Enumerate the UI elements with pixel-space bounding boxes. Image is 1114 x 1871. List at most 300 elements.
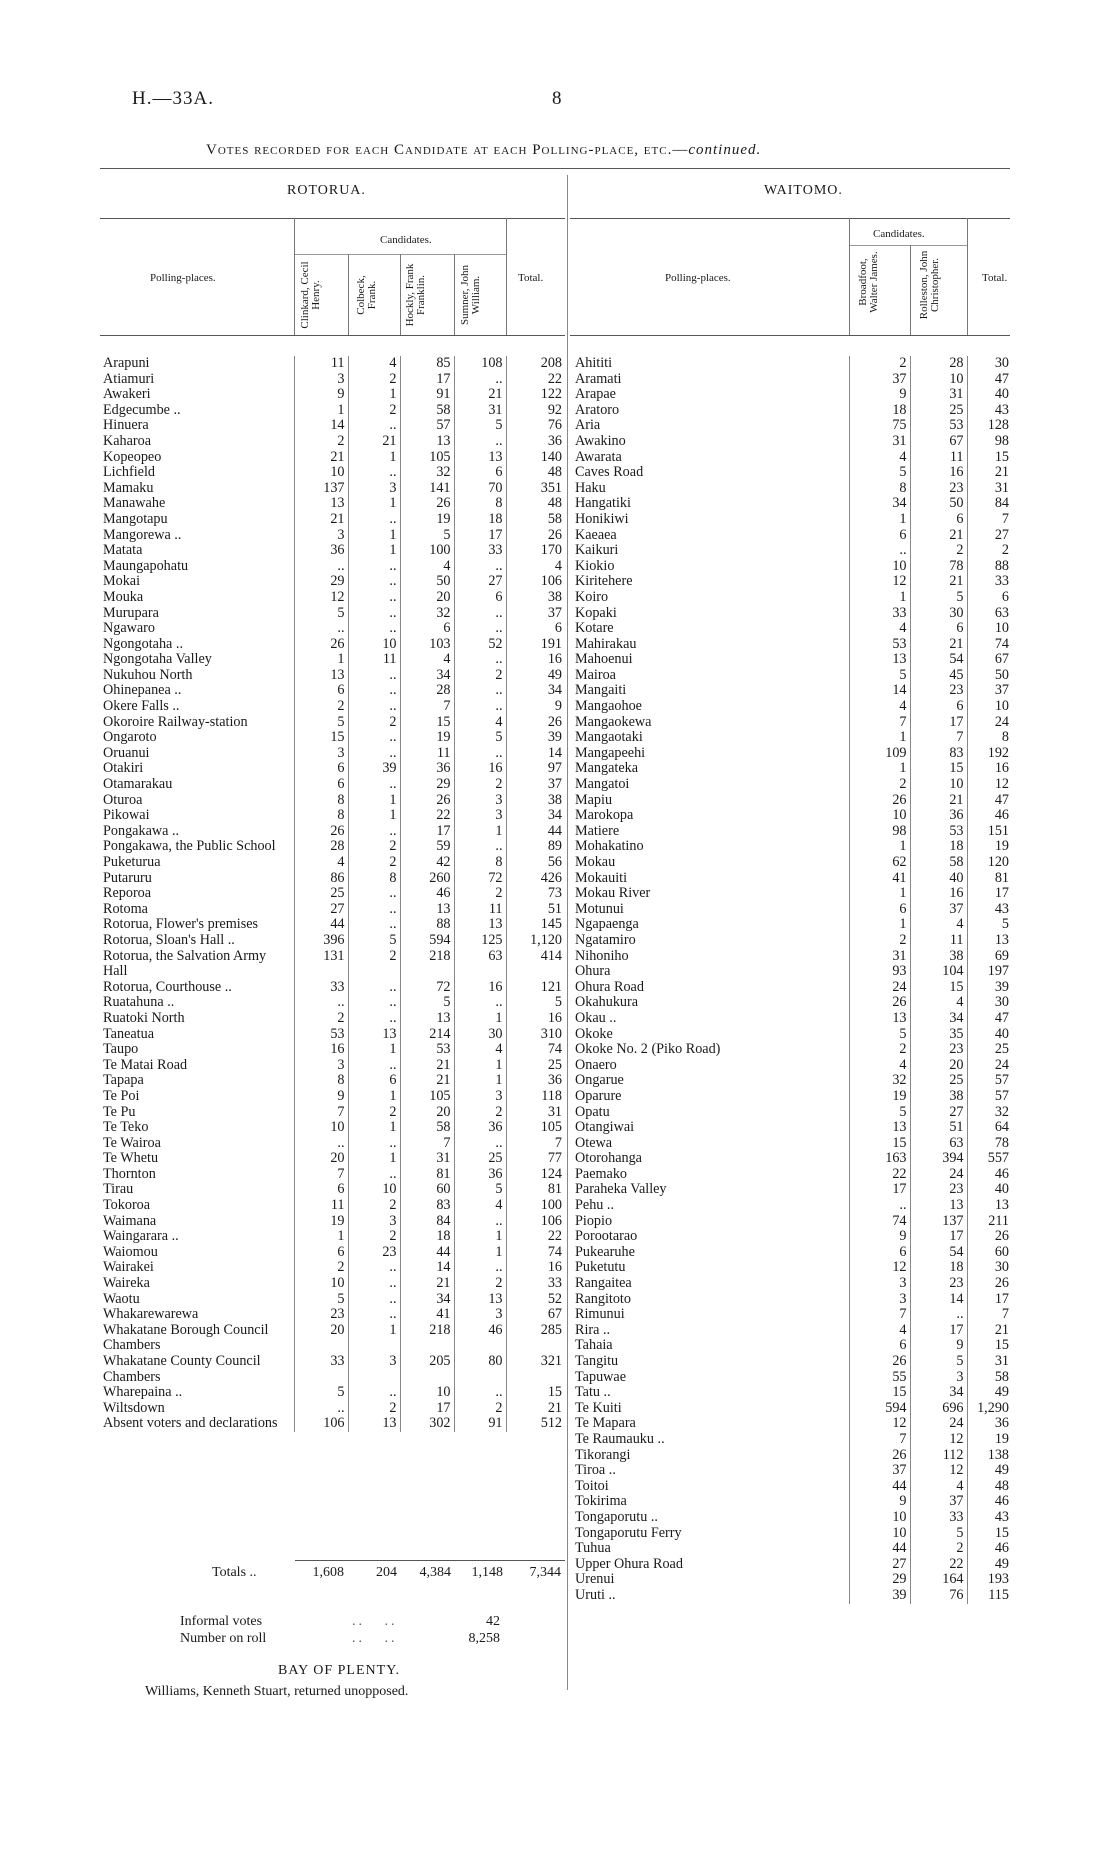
waitomo-row xyxy=(572,683,1012,699)
vote-count: 19 xyxy=(294,1214,348,1230)
vote-count: 4 xyxy=(849,1323,910,1339)
vote-count: 9 xyxy=(506,699,565,715)
polling-place-name: Otakiri xyxy=(103,761,144,777)
polling-place-name: Wharepaina .. xyxy=(103,1385,183,1401)
vote-count: 1 xyxy=(348,387,400,403)
vote-count: 41 xyxy=(400,1307,454,1323)
rotorua-row xyxy=(100,1105,565,1121)
waitomo-row xyxy=(572,761,1012,777)
page-reference: H.—33A. xyxy=(132,88,214,109)
vote-count: 31 xyxy=(849,949,910,965)
vote-count: 44 xyxy=(506,824,565,840)
vote-count: 27 xyxy=(849,1557,910,1573)
vote-count: 6 xyxy=(967,590,1012,606)
polling-place-name: Waireka xyxy=(103,1276,150,1292)
vote-count: 40 xyxy=(967,387,1012,403)
rotorua-row xyxy=(100,1167,565,1183)
vote-count: 197 xyxy=(967,964,1012,980)
vote-count: 38 xyxy=(506,793,565,809)
vote-count: 1 xyxy=(348,1323,400,1354)
rotorua-row xyxy=(100,1011,565,1027)
vote-count: 33 xyxy=(454,543,506,559)
vote-count: 1 xyxy=(348,1151,400,1167)
vote-count: 27 xyxy=(910,1105,967,1121)
polling-place-name: Hangatiki xyxy=(575,496,631,512)
vote-count: 21 xyxy=(967,465,1012,481)
vote-count: 33 xyxy=(849,606,910,622)
vote-count: 64 xyxy=(967,1120,1012,1136)
rotorua-row xyxy=(100,387,565,403)
vote-count: 2 xyxy=(348,949,400,980)
waitomo-row xyxy=(572,465,1012,481)
vote-count: .. xyxy=(294,1136,348,1152)
vote-count: 170 xyxy=(506,543,565,559)
vote-count: 21 xyxy=(348,434,400,450)
vote-count: 63 xyxy=(454,949,506,980)
vote-count: 34 xyxy=(400,668,454,684)
waitomo-row xyxy=(572,403,1012,419)
vote-count: 208 xyxy=(506,356,565,372)
vote-count: 10 xyxy=(294,1276,348,1292)
polling-place-name: Waingarara .. xyxy=(103,1229,179,1245)
polling-place-name: Kotare xyxy=(575,621,614,637)
polling-place-name: Tongaporutu .. xyxy=(575,1509,658,1525)
vote-count: 191 xyxy=(506,637,565,653)
polling-place-name: Paemako xyxy=(575,1166,628,1182)
vote-count: 21 xyxy=(400,1276,454,1292)
polling-place-name: Tapapa xyxy=(103,1073,144,1089)
vote-count: 3 xyxy=(454,1307,506,1323)
vote-count: .. xyxy=(348,1011,400,1027)
vote-count: 37 xyxy=(506,606,565,622)
rotorua-row xyxy=(100,980,565,996)
vote-count: 69 xyxy=(967,949,1012,965)
polling-place-name: Ruatahuna .. xyxy=(103,995,175,1011)
vote-count: 37 xyxy=(506,777,565,793)
vote-count: .. xyxy=(348,559,400,575)
vote-count: 63 xyxy=(910,1136,967,1152)
vote-count: 31 xyxy=(910,387,967,403)
vote-count: 105 xyxy=(506,1120,565,1136)
vote-count: 36 xyxy=(506,1073,565,1089)
polling-place-name: Tirau xyxy=(103,1182,134,1198)
polling-place-name: Kopaki xyxy=(575,605,617,621)
waitomo-row xyxy=(572,902,1012,918)
vote-count: 9 xyxy=(294,387,348,403)
waitomo-row xyxy=(572,434,1012,450)
polling-place-name: Mokai xyxy=(103,574,141,590)
vote-count: 104 xyxy=(910,964,967,980)
vote-count: 60 xyxy=(400,1182,454,1198)
rotorua-row xyxy=(100,543,565,559)
vote-count: 78 xyxy=(910,559,967,575)
rotorua-row xyxy=(100,512,565,528)
vote-count: 44 xyxy=(849,1541,910,1557)
vote-count: 2 xyxy=(910,543,967,559)
vote-count: 18 xyxy=(400,1229,454,1245)
rotorua-totals-label: Totals .. xyxy=(212,1565,257,1580)
vote-count: .. xyxy=(348,512,400,528)
vote-count: 15 xyxy=(506,1385,565,1401)
vote-count: 13 xyxy=(348,1027,400,1043)
waitomo-row xyxy=(572,590,1012,606)
vote-count: 31 xyxy=(506,1105,565,1121)
rotorua-title: ROTORUA. xyxy=(287,183,366,198)
vote-count: 260 xyxy=(400,871,454,887)
rotorua-row xyxy=(100,824,565,840)
polling-place-name: Te Poi xyxy=(103,1088,140,1104)
vote-count: 24 xyxy=(910,1167,967,1183)
vote-count: 32 xyxy=(400,606,454,622)
rotorua-row xyxy=(100,652,565,668)
rotorua-row xyxy=(100,1229,565,1245)
vote-count: 30 xyxy=(967,356,1012,372)
vote-count: 74 xyxy=(967,637,1012,653)
vote-count: 9 xyxy=(294,1089,348,1105)
polling-place-name: Pikowai xyxy=(103,808,150,824)
waitomo-candidates-header: Candidates. xyxy=(873,228,925,240)
vote-count: .. xyxy=(348,1385,400,1401)
rotorua-row xyxy=(100,1214,565,1230)
vote-count: 6 xyxy=(294,683,348,699)
vote-count: 31 xyxy=(967,1354,1012,1370)
vote-count: 4 xyxy=(348,356,400,372)
vote-count: 4 xyxy=(849,621,910,637)
vote-count: 11 xyxy=(348,652,400,668)
polling-place-name: Okahukura xyxy=(575,995,639,1011)
waitomo-row xyxy=(572,481,1012,497)
vote-count: 26 xyxy=(849,793,910,809)
vote-count: 8 xyxy=(849,481,910,497)
vote-count: 106 xyxy=(506,574,565,590)
vote-count: 88 xyxy=(967,559,1012,575)
vote-count: 7 xyxy=(849,1432,910,1448)
vote-count: 5 xyxy=(849,465,910,481)
vote-count: 15 xyxy=(967,450,1012,466)
waitomo-row xyxy=(572,1557,1012,1573)
waitomo-row xyxy=(572,1198,1012,1214)
vote-count: 11 xyxy=(910,450,967,466)
vote-count: 1 xyxy=(849,839,910,855)
vote-count: 36 xyxy=(454,1167,506,1183)
vote-count: 93 xyxy=(849,964,910,980)
waitomo-row xyxy=(572,1307,1012,1323)
vote-count: 13 xyxy=(294,668,348,684)
vote-count: 19 xyxy=(849,1089,910,1105)
vote-count: 3 xyxy=(454,808,506,824)
waitomo-row xyxy=(572,1167,1012,1183)
vote-count: 7 xyxy=(967,1307,1012,1323)
polling-place-name: Te Mapara xyxy=(575,1416,636,1432)
vote-count: 106 xyxy=(506,1214,565,1230)
vote-count: 118 xyxy=(506,1089,565,1105)
vote-count: 39 xyxy=(348,761,400,777)
vote-count: 30 xyxy=(967,995,1012,1011)
rotorua-row xyxy=(100,1307,565,1323)
vote-count: 7 xyxy=(910,730,967,746)
vote-count: 7 xyxy=(400,699,454,715)
rotorua-row xyxy=(100,1182,565,1198)
vote-count: 5 xyxy=(506,995,565,1011)
vote-count: 15 xyxy=(294,730,348,746)
vote-count: 6 xyxy=(849,528,910,544)
vote-count: 26 xyxy=(400,496,454,512)
vote-count: 218 xyxy=(400,949,454,980)
vote-count: 39 xyxy=(967,980,1012,996)
vote-count: 56 xyxy=(506,855,565,871)
vote-count: 10 xyxy=(967,699,1012,715)
vote-count: 17 xyxy=(400,824,454,840)
polling-place-name: Tongaporutu Ferry xyxy=(575,1525,682,1541)
vote-count: 40 xyxy=(967,1182,1012,1198)
page-subtitle: Votes recorded for each Candidate at each Polling-place, etc.—continued. xyxy=(206,142,762,158)
rotorua-row xyxy=(100,403,565,419)
polling-place-name: Okoroire Railway-station xyxy=(103,714,248,730)
rotorua-row xyxy=(100,606,565,622)
polling-place-name: Tokirima xyxy=(575,1494,627,1510)
vote-count: 6 xyxy=(506,621,565,637)
vote-count: 1 xyxy=(348,496,400,512)
vote-count: .. xyxy=(910,1307,967,1323)
polling-place-name: Rimunui xyxy=(575,1307,625,1323)
vote-count: .. xyxy=(348,886,400,902)
vote-count: 2 xyxy=(348,372,400,388)
vote-count: 12 xyxy=(910,1432,967,1448)
vote-count: 17 xyxy=(967,1292,1012,1308)
vote-count: 2 xyxy=(348,403,400,419)
vote-count: 125 xyxy=(454,933,506,949)
vote-count: 20 xyxy=(400,590,454,606)
rotorua-row xyxy=(100,886,565,902)
vote-count: 84 xyxy=(400,1214,454,1230)
vote-count: 145 xyxy=(506,917,565,933)
rotorua-row xyxy=(100,418,565,434)
vote-count: 2 xyxy=(348,839,400,855)
vote-count: 23 xyxy=(910,1276,967,1292)
vote-count: 30 xyxy=(454,1027,506,1043)
waitomo-row xyxy=(572,855,1012,871)
vote-count: 3 xyxy=(294,746,348,762)
vote-count: 21 xyxy=(400,1073,454,1089)
vote-count: 2 xyxy=(348,855,400,871)
vote-count: 13 xyxy=(400,1011,454,1027)
vote-count: 1 xyxy=(849,761,910,777)
polling-place-name: Matiere xyxy=(575,823,620,839)
vote-count: .. xyxy=(294,621,348,637)
polling-place-name: Ngapaenga xyxy=(575,917,639,933)
waitomo-row xyxy=(572,699,1012,715)
polling-place-name: Kiritehere xyxy=(575,574,633,590)
waitomo-row xyxy=(572,980,1012,996)
vote-count: .. xyxy=(454,683,506,699)
polling-place-name: Wairakei xyxy=(103,1260,154,1276)
waitomo-row xyxy=(572,621,1012,637)
vote-count: 10 xyxy=(294,465,348,481)
vote-count: 5 xyxy=(294,1385,348,1401)
polling-place-name: Arapae xyxy=(575,387,616,403)
vote-count: 32 xyxy=(967,1105,1012,1121)
vote-count: 92 xyxy=(506,403,565,419)
vote-count: 4 xyxy=(910,1479,967,1495)
vote-count: .. xyxy=(348,1058,400,1074)
vote-count: 50 xyxy=(967,668,1012,684)
polling-place-name: Rotorua, Courthouse .. xyxy=(103,979,232,995)
vote-count: 21 xyxy=(400,1058,454,1074)
rotorua-row xyxy=(100,1042,565,1058)
vote-count: 310 xyxy=(506,1027,565,1043)
vote-count: 105 xyxy=(400,450,454,466)
vote-count: .. xyxy=(348,574,400,590)
informal-votes-label: Informal votes xyxy=(180,1614,263,1629)
vote-count: .. xyxy=(454,1260,506,1276)
vote-count: 3 xyxy=(294,1058,348,1074)
vote-count: 16 xyxy=(506,1011,565,1027)
vote-count: 2 xyxy=(294,699,348,715)
vote-count: 31 xyxy=(967,481,1012,497)
vote-count: 3 xyxy=(910,1370,967,1386)
waitomo-row xyxy=(572,1105,1012,1121)
vote-count: 23 xyxy=(910,481,967,497)
vote-count: 24 xyxy=(967,715,1012,731)
vote-count: 4 xyxy=(454,1042,506,1058)
polling-place-name: Tuhua xyxy=(575,1541,611,1557)
vote-count: 17 xyxy=(400,1401,454,1417)
waitomo-row xyxy=(572,637,1012,653)
vote-count: 1 xyxy=(294,1229,348,1245)
vote-count: 47 xyxy=(967,793,1012,809)
polling-place-name: Mokauiti xyxy=(575,870,628,886)
rotorua-row xyxy=(100,1058,565,1074)
vote-count: 1 xyxy=(348,1120,400,1136)
waitomo-row xyxy=(572,574,1012,590)
vote-count: 17 xyxy=(910,715,967,731)
vote-count: 121 xyxy=(506,980,565,996)
vote-count: 46 xyxy=(967,1494,1012,1510)
polling-place-name: Waimana xyxy=(103,1213,157,1229)
waitomo-row xyxy=(572,1323,1012,1339)
vote-count: 6 xyxy=(294,1245,348,1261)
vote-count: 25 xyxy=(967,1042,1012,1058)
waitomo-candidate-1: Broadfoot, Walter James. xyxy=(857,251,880,313)
polling-place-name: Otewa xyxy=(575,1135,613,1151)
vote-count: 58 xyxy=(506,512,565,528)
vote-count: 4 xyxy=(400,652,454,668)
vote-count: 16 xyxy=(967,761,1012,777)
vote-count: 7 xyxy=(849,715,910,731)
polling-place-name: Mangorewa .. xyxy=(103,527,182,543)
vote-count: 10 xyxy=(849,1526,910,1542)
vote-count: 13 xyxy=(454,1292,506,1308)
vote-count: .. xyxy=(348,980,400,996)
waitomo-votes-table xyxy=(572,356,1012,1604)
polling-place-name: Mangatoi xyxy=(575,777,630,793)
vote-count: 1 xyxy=(294,403,348,419)
vote-count: 23 xyxy=(348,1245,400,1261)
vote-count: 16 xyxy=(506,1260,565,1276)
vote-count: 2 xyxy=(348,715,400,731)
vote-count: 1 xyxy=(348,808,400,824)
vote-count: 15 xyxy=(849,1136,910,1152)
rotorua-row xyxy=(100,450,565,466)
rotorua-row xyxy=(100,372,565,388)
polling-place-name: Te Wairoa xyxy=(103,1135,161,1151)
rotorua-total-header: Total. xyxy=(518,272,544,284)
polling-place-name: Kaikuri xyxy=(575,543,619,559)
vote-count: 4 xyxy=(910,995,967,1011)
vote-count: 21 xyxy=(294,512,348,528)
vote-count: 3 xyxy=(849,1292,910,1308)
rotorua-row xyxy=(100,481,565,497)
vote-count: 58 xyxy=(400,1120,454,1136)
vote-count: 5 xyxy=(348,933,400,949)
vote-count: 88 xyxy=(400,917,454,933)
polling-place-name: Koiro xyxy=(575,589,609,605)
vote-count: 16 xyxy=(454,761,506,777)
vote-count: 37 xyxy=(910,902,967,918)
vote-count: 28 xyxy=(294,839,348,855)
vote-count: 192 xyxy=(967,746,1012,762)
polling-place-name: Tiroa .. xyxy=(575,1463,616,1479)
rotorua-row xyxy=(100,855,565,871)
vote-count: 141 xyxy=(400,481,454,497)
vote-count: 10 xyxy=(348,637,400,653)
vote-count: 23 xyxy=(294,1307,348,1323)
vote-count: 8 xyxy=(294,793,348,809)
rotorua-row xyxy=(100,1354,565,1385)
waitomo-row xyxy=(572,808,1012,824)
vote-count: 103 xyxy=(400,637,454,653)
vote-count: 31 xyxy=(400,1151,454,1167)
rotorua-row xyxy=(100,465,565,481)
vote-count: 7 xyxy=(967,512,1012,528)
vote-count: 59 xyxy=(400,839,454,855)
vote-count: 57 xyxy=(967,1089,1012,1105)
vote-count: 58 xyxy=(967,1370,1012,1386)
polling-place-name: Ngongotaha .. xyxy=(103,636,183,652)
vote-count: .. xyxy=(294,1401,348,1417)
polling-place-name: Mangaohoe xyxy=(575,699,642,715)
vote-count: 58 xyxy=(910,855,967,871)
vote-count: 193 xyxy=(967,1572,1012,1588)
polling-place-name: Otangiwai xyxy=(575,1120,635,1136)
vote-count: 5 xyxy=(910,1526,967,1542)
vote-count: 72 xyxy=(454,871,506,887)
vote-count: .. xyxy=(348,668,400,684)
vote-count: 13 xyxy=(967,933,1012,949)
vote-count: .. xyxy=(454,434,506,450)
vote-count: 36 xyxy=(294,543,348,559)
vote-count: 1 xyxy=(849,730,910,746)
vote-count: 41 xyxy=(849,871,910,887)
vote-count: 25 xyxy=(506,1058,565,1074)
vote-count: 3 xyxy=(454,793,506,809)
vote-count: 3 xyxy=(849,1276,910,1292)
vote-count: 49 xyxy=(967,1385,1012,1401)
vote-count: .. xyxy=(348,1260,400,1276)
rotorua-row xyxy=(100,590,565,606)
vote-count: 2 xyxy=(294,434,348,450)
rotorua-row xyxy=(100,1027,565,1043)
vote-count: 5 xyxy=(400,995,454,1011)
vote-count: 31 xyxy=(454,403,506,419)
polling-place-name: Aramati xyxy=(575,371,622,387)
vote-count: 4 xyxy=(910,917,967,933)
vote-count: 1 xyxy=(849,512,910,528)
rotorua-candidate-3: Hockly, Frank Franklin. xyxy=(404,263,427,327)
vote-count: 2 xyxy=(967,543,1012,559)
polling-place-name: Tokoroa xyxy=(103,1198,151,1214)
vote-count: .. xyxy=(348,824,400,840)
